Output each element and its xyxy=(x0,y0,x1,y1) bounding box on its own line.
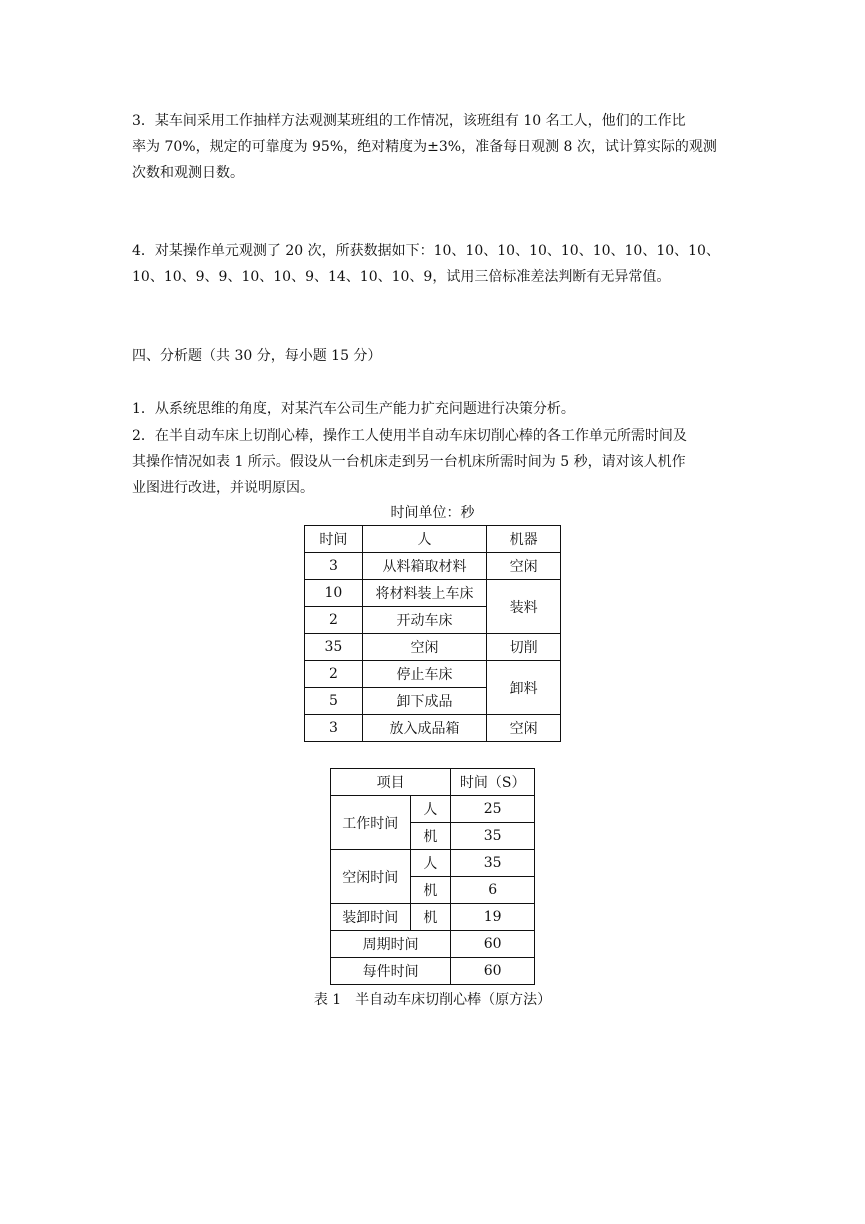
table-row xyxy=(331,796,535,823)
header-machine: 机器 xyxy=(487,526,561,553)
cell-time: 35 xyxy=(305,634,363,661)
question-3-line: 率为 70%，规定的可靠度为 95%，绝对精度为±3%，准备每日观测 8 次，试计算实际的观测 xyxy=(132,139,717,155)
cell-person: 停止车床 xyxy=(362,661,486,688)
cell-value: 25 xyxy=(451,796,535,823)
header-person: 人 xyxy=(362,526,486,553)
cell-idle-time-label: 空闲时间 xyxy=(331,850,411,904)
cell-machine-label: 机 xyxy=(410,823,451,850)
cell-value: 35 xyxy=(451,823,535,850)
analysis-question-2-line: 业图进行改进，并说明原因。 xyxy=(132,480,314,496)
analysis-question-2 xyxy=(132,423,732,501)
cell-piece-time-label: 每件时间 xyxy=(331,958,451,985)
cell-work-time-label: 工作时间 xyxy=(331,796,411,850)
cell-time: 3 xyxy=(305,553,363,580)
cell-time: 10 xyxy=(305,580,363,607)
cell-person: 开动车床 xyxy=(362,607,486,634)
cell-machine: 空闲 xyxy=(487,553,561,580)
cell-cycle-time-label: 周期时间 xyxy=(331,931,451,958)
header-time: 时间 xyxy=(305,526,363,553)
table-row xyxy=(331,904,535,931)
cell-value: 60 xyxy=(451,958,535,985)
cell-machine-label: 机 xyxy=(410,877,451,904)
question-4 xyxy=(132,238,732,290)
cell-person-label: 人 xyxy=(410,796,451,823)
cell-time: 3 xyxy=(305,715,363,742)
table-row xyxy=(305,580,561,607)
section-4-heading: 四、分析题（共 30 分，每小题 15 分） xyxy=(132,348,382,364)
question-3-line: 3．某车间采用工作抽样方法观测某班组的工作情况，该班组有 10 名工人，他们的工作比 xyxy=(132,113,686,129)
cell-time: 5 xyxy=(305,688,363,715)
cell-person: 空闲 xyxy=(362,634,486,661)
cell-person: 卸下成品 xyxy=(362,688,486,715)
table-unit-note: 时间单位：秒 xyxy=(390,505,475,521)
table-header-row xyxy=(305,526,561,553)
table-row xyxy=(331,958,535,985)
table-row xyxy=(305,715,561,742)
cell-value: 60 xyxy=(451,931,535,958)
table-row xyxy=(305,661,561,688)
table-caption: 表 1 半自动车床切削心棒（原方法） xyxy=(313,992,552,1008)
question-3-line: 次数和观测日数。 xyxy=(132,165,244,181)
analysis-question-2-line: 2．在半自动车床上切削心棒，操作工人使用半自动车床切削心棒的各工作单元所需时间及 xyxy=(132,428,687,444)
analysis-question-1 xyxy=(132,396,732,422)
cell-time: 2 xyxy=(305,607,363,634)
analysis-question-1-text: 1．从系统思维的角度，对某汽车公司生产能力扩充问题进行决策分析。 xyxy=(132,401,575,417)
analysis-question-2-line: 其操作情况如表 1 所示。假设从一台机床走到另一台机床所需时间为 5 秒，请对该人机作 xyxy=(132,454,686,470)
header-time-s: 时间（S） xyxy=(451,769,535,796)
cell-value: 35 xyxy=(451,850,535,877)
question-4-line: 10、10、9、9、10、10、9、14、10、10、9，试用三倍标准差法判断有无异常值。 xyxy=(132,269,671,285)
cell-person: 放入成品箱 xyxy=(362,715,486,742)
table-row xyxy=(305,634,561,661)
cell-value: 19 xyxy=(451,904,535,931)
cell-person: 将材料装上车床 xyxy=(362,580,486,607)
cell-machine: 切削 xyxy=(487,634,561,661)
cell-time: 2 xyxy=(305,661,363,688)
operation-table xyxy=(304,525,561,742)
table-row xyxy=(305,553,561,580)
section-title xyxy=(132,343,732,369)
cell-value: 6 xyxy=(451,877,535,904)
question-3 xyxy=(132,108,732,186)
cell-machine: 空闲 xyxy=(487,715,561,742)
table-row xyxy=(331,931,535,958)
header-item: 项目 xyxy=(331,769,451,796)
cell-person-label: 人 xyxy=(410,850,451,877)
cell-machine-label: 机 xyxy=(410,904,451,931)
cell-machine: 卸料 xyxy=(487,661,561,715)
cell-person: 从料箱取材料 xyxy=(362,553,486,580)
cell-load-time-label: 装卸时间 xyxy=(331,904,411,931)
question-4-line: 4．对某操作单元观测了 20 次，所获数据如下：10、10、10、10、10、10、10、10、10、 xyxy=(132,243,720,259)
table-header-row xyxy=(331,769,535,796)
time-summary-table xyxy=(330,768,535,985)
cell-machine: 装料 xyxy=(487,580,561,634)
table-row xyxy=(331,850,535,877)
